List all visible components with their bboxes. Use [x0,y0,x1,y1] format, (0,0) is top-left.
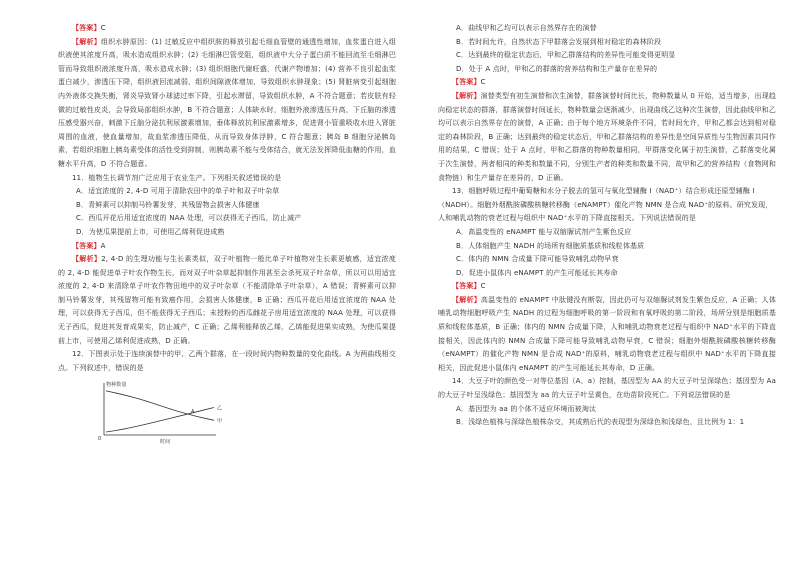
explanation-text: 2, 4-D 的生理功能与生长素类似，双子叶植物一般比单子叶植物对生长素更敏感，适宜浓度的 2, 4-D 能促进单子叶农作物生长，而对双子叶杂草起抑制作用甚至会杀死双子叶杂草，所以可以用适宜浓度的 2, 4-D 来清除单子叶农作物田地中的双子叶杂草（不能清除单子叶杂草），A 错误；青鲜素可以抑制马铃薯发芽，其残留物可能有致癌作用，会损害人体健康，B 正确；西瓜开花后用适宜浓度的 NAA 处理，可以获得无子西瓜，但不能获得无子西瓜；未授粉的西瓜雌花子房用适宜浓度的 NAA 处理，可以获得无子西瓜，促进其发育成果实，防止减产，C 正确；乙烯利能释放乙烯，乙烯能促进果实成熟，为使瓜果提前上市，可使用乙烯利促进成熟，D 正确。 [58,255,396,345]
explanation-label: 【解析】 [72,37,101,46]
explanation-label: 【解析】 [452,91,481,100]
answer-value: C [100,24,106,32]
answer-label: 【答案】 [72,24,101,32]
q11-option-c: C．西瓜开花后用适宜浓度的 NAA 处理，可以获得无子西瓜，防止减产 [76,214,302,223]
origin-label: 0 [98,436,102,443]
q12-option-b: B．若时间允许，自然状态下甲群落会发展到相对稳定的森林阶段 [456,37,662,46]
chart-svg [88,377,238,447]
answer-value: A [100,241,106,250]
explanation-11 [58,253,396,348]
answer-label: 【答案】 [452,78,481,87]
q11-option-a: A．适宜浓度的 2, 4-D 可用于清除农田中的单子叶和双子叶杂草 [76,187,280,196]
answer-value: C [480,282,486,291]
answer-value: C [480,78,486,87]
series-label-yi: 乙 [217,405,223,412]
explanation-12 [438,90,776,185]
q12-option-d: D．处于 A 点时，甲和乙的群落的营养结构和生产量存在差异的 [456,64,658,73]
q13-option-b: B．人体细胞产生 NADH 的场所有细胞质基质和线粒体基质 [456,241,645,250]
y-axis-label: 物种数量 [106,382,127,389]
answer-11 [58,240,396,254]
q11-option-d: D．为使瓜果提前上市，可使用乙烯利促进成熟 [76,227,225,236]
explanation-text: 高温变性的 eNAMPT 中肽键没有断裂，因此仍可与双缩脲试剂发生紫色反应，A 正确；人体哺乳动物细胞呼吸产生 NADH 的过程为细胞呼吸的第一阶段和有氧呼吸的第二阶段，场所分别是细胞质基质和线粒体基质，B 正确；体内的 NMN 合成量下降，人和哺乳动物衰老过程与组织中 NAD⁺水平的下降直接相关，因此体内的 NMN 合成量下降可能导致哺乳动物早衰，C 错误；细胞外烟酰胺磷酸核糖转移酶（eNAMPT）的催化产物 NMN 是合成 NAD⁺的原料，哺乳动物衰老过程与组织中 NAD⁺水平的下降直接相关，因此促进小鼠体内 eNAMPT 的产生可能延长其寿命，D 正确。 [438,295,776,372]
q12-option-c: C．达到最终的稳定状态后，甲和乙群落结构的差异性可能变得更明显 [456,51,676,60]
answer-12 [438,76,776,90]
q14-option-b: B．浅绿色植株与深绿色植株杂交，其成熟后代的表现型为深绿色和浅绿色，且比例为 1：1 [456,418,745,427]
question-12-stem: 12．下图表示处于连续演替中的甲、乙两个群落，在一段时间内物种数量的变化曲线。A 为两曲线相交点。下列叙述中，错误的是 [58,350,396,372]
q11-option-b: B．青鲜素可以抑制马铃薯发芽，其残留物会损害人体健康 [76,200,260,209]
answer-label: 【答案】 [72,241,101,250]
question-11-stem: 11．植物生长调节剂广泛应用于农业生产。下列相关叙述错误的是 [72,173,282,182]
explanation-text: 演替类型有初生演替和次生演替，群落演替时间比长，物种数量从 0 开始，适当增多，出现趋向稳定状态的群落，群落演替时间延长，物种数量会逐渐减少，出现曲线乙这种次生演替，因此曲线甲和乙均可以表示自然界存在的演替，A 正确；由于每个地方环境条件不同，若时间允许，甲和乙都会达到相对稳定的森林阶段，B 正确；达到最终的稳定状态后，甲和乙群落结构的差异性是空间异质性与生物因素共同作用的结果，C 错误；处于 A 点时，甲和乙群落的物种数量相同，甲群落变化属于初生演替，乙群落变化属于次生演替，两者相同的种类和数量不同，分别生产者的种类和数量不同，故甲和乙的营养结构（食物网和食物链）和生产量存在差异的，D 正确。 [438,91,776,182]
left-column [58,22,396,453]
explanation-label: 【解析】 [452,295,481,304]
question-13-stem: 13．细胞呼吸过程中葡萄糖和水分子脱去的氢可与氧化型辅酶 I（NAD⁺）结合形成还原型辅酶 I（NADH）。细胞外烟酰胺磷酸核糖转移酶（eNAMPT）催化产物 NMN 是合成 NAD⁺的原料。研究发现，人和哺乳动物的衰老过程与组织中 NAD⁺水平的下降直接相关。下列说法错误的是 [438,187,773,223]
explanation-10 [58,36,396,172]
series-label-jia: 甲 [217,418,223,425]
answer-13 [438,280,776,294]
series-line-jia [106,391,214,420]
intersection-label: A [191,409,195,416]
q13-option-c: C．体内的 NMN 合成量下降可能导致哺乳动物早衰 [456,255,619,264]
explanation-13 [438,294,776,376]
right-column [438,22,776,430]
answer-label: 【答案】 [452,282,481,291]
q13-option-d: D．促进小鼠体内 eNAMPT 的产生可能延长其寿命 [456,268,618,277]
succession-chart [58,377,396,453]
question-14-stem: 14．大豆子叶的颜色受一对等位基因（A、a）控制，基因型为 AA 的大豆子叶呈深绿色；基因型为 Aa 的大豆子叶呈浅绿色；基因型为 aa 的大豆子叶呈黄色，在幼苗阶段死亡。下列说法错误的是 [438,377,777,400]
series-line-yi [106,408,214,433]
q14-option-a: A．基因型为 aa 的个体不适应环境而被淘汰 [456,404,597,413]
x-axis-label: 时间 [160,439,171,446]
q13-option-a: A．高温变性的 eNAMPT 能与双缩脲试剂产生紫色反应 [456,227,632,236]
explanation-label: 【解析】 [72,255,102,264]
explanation-text: 组织水肿原因：(1) 过敏反应中组织胺的释放引起毛细血管壁的通透性增加，血浆蛋白进入组织液使其浓度升高，吸水造成组织水肿；(2) 毛细淋巴管受阻，组织液中大分子蛋白质不能回流至毛细淋巴管而导致组织液浓度升高，吸水造成水肿；(3) 组织细胞代谢旺盛，代谢产物增加；(4) 营养不良引起血浆蛋白减少，渗透压下降，组织液回流减弱，组织间隙液体增加，导致组织水肿现象；(5) 肾脏病变引起细胞内外液体交换失衡，肾炎导致肾小球滤过率下降，引起水滞留，导致组织水肿，A 不符合题意；若皮肤有轻微的过敏性皮炎，会导致局部组织水肿，B 不符合题意；人体缺水时，细胞外液渗透压升高，下丘脑的渗透压感受器兴奋，刺激下丘脑分泌抗利尿激素增加，垂体释放抗利尿激素增多，促进肾小管重吸收水进入肾脏周围的血液，使血量增加，故血浆渗透压降低，从而导致身体浮肿，C 符合题意；胰岛 B 细胞分泌胰岛素，若组织细胞上胰岛素受体的活性受到抑制，则胰岛素不能与受体结合，就无法发挥降低血糖的作用，血糖水平升高，D 不符合题意。 [58,37,396,168]
q12-option-a: A．曲线甲和乙均可以表示自然界存在的演替 [456,24,597,32]
answer-10 [58,22,396,36]
